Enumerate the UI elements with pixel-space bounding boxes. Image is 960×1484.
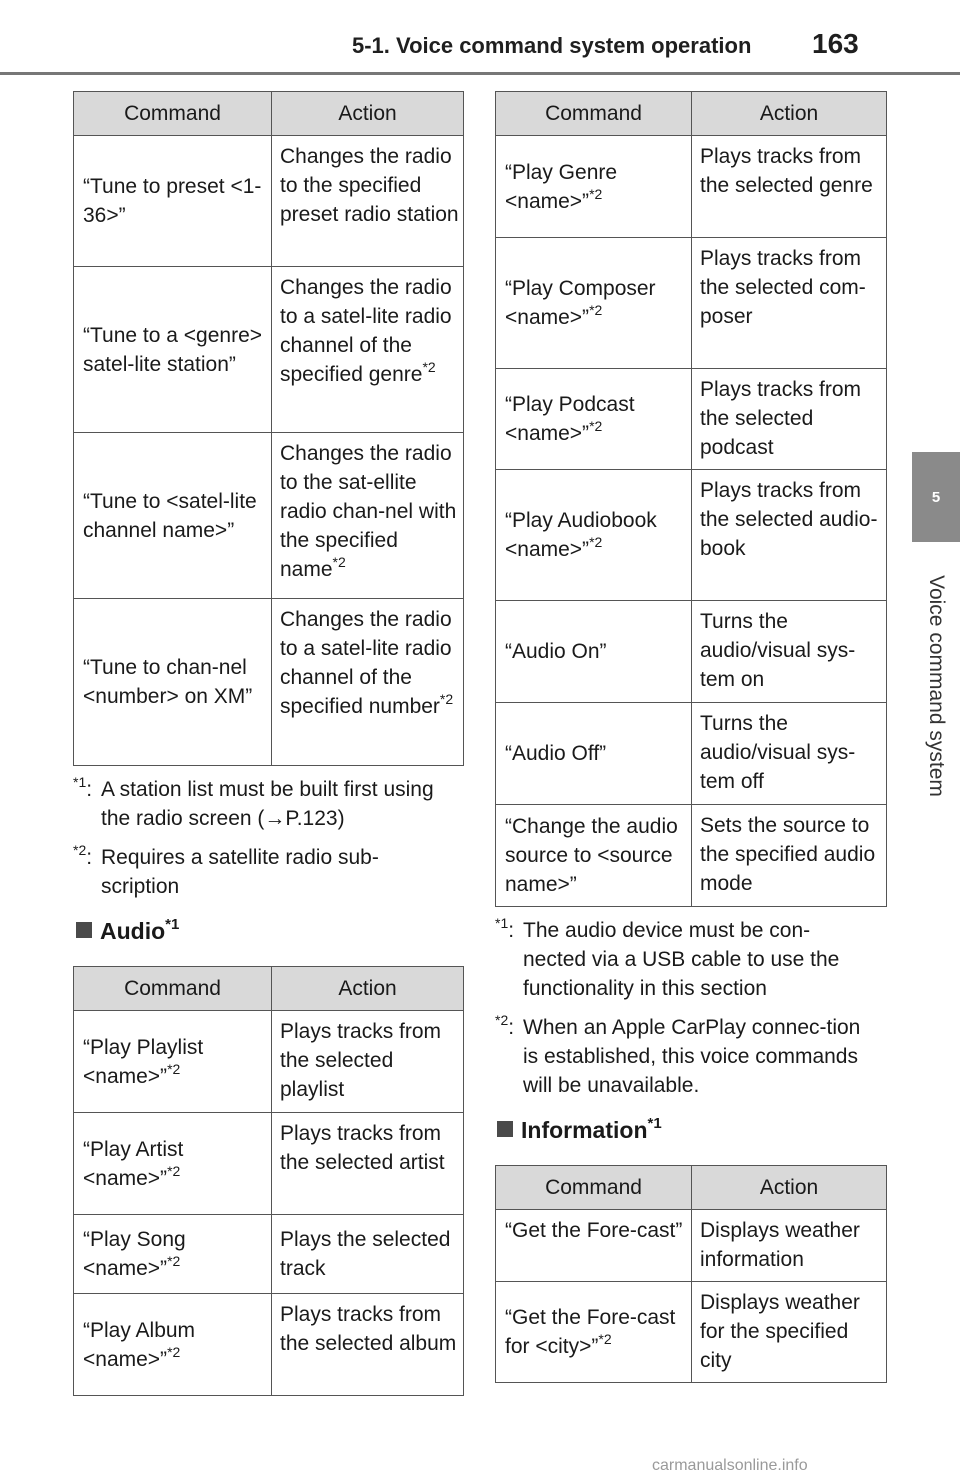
table-row xyxy=(496,1282,887,1383)
header-rule xyxy=(0,72,960,75)
action-cell: Plays tracks from the selected album xyxy=(272,1294,464,1396)
column-header-action: Action xyxy=(692,1166,887,1210)
table-row xyxy=(496,470,887,601)
action-cell: Turns the audio/visual sys-tem on xyxy=(692,601,887,703)
table-row xyxy=(496,369,887,470)
command-cell: “Play Playlist <name>”$^{*2}$ xyxy=(74,1011,272,1113)
footnote-ref: *2 xyxy=(439,691,454,707)
table-row xyxy=(74,1113,464,1215)
table-row xyxy=(74,267,464,433)
table-row xyxy=(496,1210,887,1282)
table-row xyxy=(74,433,464,599)
command-cell: “Audio Off” xyxy=(496,703,692,805)
command-cell: “Tune to <satel-lite channel name>” xyxy=(74,433,272,599)
audio-commands-table xyxy=(73,966,464,1396)
action-cell: Plays tracks from the selected com-poser xyxy=(692,238,887,369)
table-row xyxy=(74,1011,464,1113)
column-header-action: Action xyxy=(272,92,464,136)
footnote: $^{*1}$: The audio device must be con-nected via a USB cable to use the functionality in this section xyxy=(495,915,840,1000)
table-row xyxy=(74,1215,464,1294)
footnote-ref: *2 xyxy=(167,1060,181,1077)
column-header-action: Action xyxy=(272,967,464,1011)
column-header-action: Action xyxy=(692,92,887,136)
command-cell: “Change the audio source to <source name>” xyxy=(496,805,692,907)
command-cell: “Tune to a <genre> satel-lite station” xyxy=(74,267,272,433)
action-cell: Changes the radio to the specified preset radio station xyxy=(272,136,464,267)
table-row xyxy=(496,703,887,805)
watermark: carmanualsonline.info xyxy=(652,1457,808,1474)
command-cell: “Play Artist <name>”$^{*2}$ xyxy=(74,1113,272,1215)
action-cell: Displays weather for the specified city xyxy=(692,1282,887,1383)
command-cell: “Get the Fore-cast” xyxy=(496,1210,692,1282)
footnote: $^{*2}$: When an Apple CarPlay connec-tion is established, this voice commands will be unavailable. xyxy=(495,1012,861,1097)
chapter-tab-title: Voice command system xyxy=(925,575,948,797)
column-header-command: Command xyxy=(496,1166,692,1210)
command-cell: “Play Genre <name>”$^{*2}$ xyxy=(496,136,692,238)
action-cell: Plays tracks from the selected audio-book xyxy=(692,470,887,601)
action-cell: Displays weather information xyxy=(692,1210,887,1282)
footnote-ref: *2 xyxy=(589,185,603,202)
information-commands-table xyxy=(495,1165,887,1383)
column-header-command: Command xyxy=(74,967,272,1011)
footnote-ref: *2 xyxy=(589,418,603,434)
action-cell: Plays tracks from the selected genre xyxy=(692,136,887,238)
footnote: $^{*2}$: Requires a satellite radio sub-scription xyxy=(73,842,379,898)
action-cell: Plays the selected track xyxy=(272,1215,464,1294)
audio-commands-table-continued xyxy=(495,91,887,907)
table-row xyxy=(74,136,464,267)
action-cell: Plays tracks from the selected playlist xyxy=(272,1011,464,1113)
chapter-tab-number: 5 xyxy=(912,452,960,542)
table-row xyxy=(74,599,464,766)
footnote-ref: *2 xyxy=(167,1162,181,1179)
section-title: 5-1. Voice command system operation xyxy=(352,33,752,58)
section-heading-information: Information$^{*1}$ xyxy=(497,1117,662,1144)
page-number: 163 xyxy=(812,28,859,59)
section-heading-audio: Audio$^{*1}$ xyxy=(76,918,179,945)
column-header-command: Command xyxy=(74,92,272,136)
footnote: $^{*1}$: A station list must be built first using the radio screen (→P.123) xyxy=(73,774,434,830)
footnote-ref: *2 xyxy=(589,302,603,318)
action-cell: Changes the radio to a satel-lite radio channel of the specified number$^{*2}$ xyxy=(272,599,464,766)
command-cell: “Get the Fore-cast for <city>”$^{*2}$ xyxy=(496,1282,692,1383)
footnote-ref: *2 xyxy=(167,1343,181,1360)
action-cell: Plays tracks from the selected artist xyxy=(272,1113,464,1215)
radio-commands-table xyxy=(73,91,464,766)
command-cell: “Play Audiobook <name>”$^{*2}$ xyxy=(496,470,692,601)
column-header-command: Command xyxy=(496,92,692,136)
command-cell: “Tune to chan-nel <number> on XM” xyxy=(74,599,272,766)
square-bullet-icon xyxy=(76,922,92,938)
action-cell: Turns the audio/visual sys-tem off xyxy=(692,703,887,805)
square-bullet-icon xyxy=(497,1121,513,1137)
table-row xyxy=(496,238,887,369)
footnote-ref: *2 xyxy=(167,1253,181,1269)
table-row xyxy=(496,136,887,238)
command-cell: “Play Song <name>”$^{*2}$ xyxy=(74,1215,272,1294)
action-cell: Sets the source to the specified audio mode xyxy=(692,805,887,907)
command-cell: “Play Podcast <name>”$^{*2}$ xyxy=(496,369,692,470)
command-cell: “Audio On” xyxy=(496,601,692,703)
action-cell: Plays tracks from the selected podcast xyxy=(692,369,887,470)
command-cell: “Tune to preset <1-36>” xyxy=(74,136,272,267)
table-row xyxy=(496,601,887,703)
command-cell: “Play Album <name>”$^{*2}$ xyxy=(74,1294,272,1396)
table-row xyxy=(74,1294,464,1396)
table-row xyxy=(496,805,887,907)
footnote-ref: *2 xyxy=(589,534,603,550)
action-cell: Changes the radio to a satel-lite radio channel of the specified genre$^{*2}$ xyxy=(272,267,464,433)
footnote-ref: *2 xyxy=(422,359,436,375)
action-cell: Changes the radio to the sat-ellite radio chan-nel with the specified name$^{*2}$ xyxy=(272,433,464,599)
command-cell: “Play Composer <name>”$^{*2}$ xyxy=(496,238,692,369)
footnote-ref: *2 xyxy=(332,554,346,570)
footnote-ref: *2 xyxy=(598,1331,612,1347)
